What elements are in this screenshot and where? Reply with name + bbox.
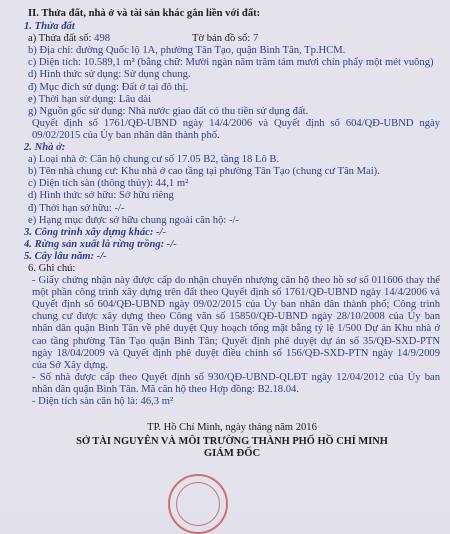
land-heading: 1. Thửa đất [24,21,75,33]
other-construction: 3. Công trình xây dựng khác: -/- [24,226,167,238]
note-3: - Diện tích sàn căn hộ là: 46,3 m² [32,396,174,407]
land-address: b) Địa chỉ: đường Quốc lộ 1A, phường Tân Tạo, quận Bình Tân, Tp.HCM. [28,45,346,57]
land-origin-decision: Quyết định số 1761/QĐ-UBND ngày 14/4/2006 và Quyết định số 604/QĐ-UBND ngày 09/02/2015 của Ủy ban nhân dân thành phố. [32,117,440,141]
land-usage-term: e) Thời hạn sử dụng: Lâu dài [28,93,151,105]
ownership-term: đ) Thời hạn sở hữu: -/- [28,202,125,214]
issuing-authority: SỞ TÀI NGUYÊN VÀ MÔI TRƯỜNG THÀNH PHỐ HỒ CHÍ MINH [76,436,388,448]
section-title: II. Thửa đất, nhà ở và tài sản khác gắn liền với đất: [28,8,261,19]
date-line: TP. Hồ Chí Minh, ngày tháng năm 2016 [147,422,317,434]
note-1: - Giấy chứng nhận này được cấp do nhận chuyển nhượng căn hộ theo hồ sơ số 011606 thay thế một phần công trình xây dựng trên đất theo Quyết định số 1761/QĐ-UBND ngày 14/4/2006 và Quyết định số 604/QĐ-UBND ngày 09/02/2015 của Ủy ban nhân dân thành phố; Công trình chung cư được xây dựng theo Công văn số 15850/QĐ-UBND ngày 28/10/2008 của Ủy ban nhân dân quận Bình Tân về phê duyệt Quy hoạch tổng mặt bằng tỷ lệ 1/500 Dự án Khu nhà ở cao tầng phường Tân Tạo quận Bình Tân; Quyết định phê duyệt dự án số 35/QĐ-SXD-PTN ngày 18/04/2009 và Quyết định phê duyệt điều chỉnh số 156/QĐ-SXD-PTN ngày 14/9/2009 của Sở Xây dựng. [32,275,440,371]
house-heading: 2. Nhà ở: [24,142,66,154]
production-forest: 4. Rừng sản xuất là rừng trồng: -/- [24,238,177,250]
building-name: b) Tên nhà chung cư: Khu nhà ở cao tầng tại phường Tân Tạo (chung cư Tân Mai). [28,166,380,178]
land-area: c) Diện tích: 10.589,1 m² (bằng chữ: Mười ngàn năm trăm tám mươi chín phẩy một mét vuông) [28,57,434,69]
ownership-form: d) Hình thức sở hữu: Sở hữu riêng [28,190,174,202]
note-2: - Số nhà được cấp theo Quyết định số 930/QĐ-UBND-QLĐT ngày 12/04/2012 của Ủy ban nhân dân quận Bình Tân. Mã căn hộ theo Hợp đồng: B2.18.04. [32,371,440,395]
floor-area: c) Diện tích sàn (thông thủy): 44,1 m² [28,178,189,190]
parcel-number: 498 [94,33,111,45]
land-usage-purpose: đ) Mục đích sử dụng: Đất ở tại đô thị. [28,81,189,93]
official-seal [168,474,228,534]
notes-heading: 6. Ghi chú: [28,262,76,274]
land-parcel-row: a) Thửa đất số: 498 Tờ bản đồ số: 7 [28,33,259,45]
perennial-trees: 5. Cây lâu năm: -/- [24,250,107,262]
shared-items: e) Hạng mục được sở hữu chung ngoài căn hộ: -/- [28,214,239,226]
land-usage-form: d) Hình thức sử dụng: Sử dụng chung. [28,69,191,81]
land-origin: g) Nguồn gốc sử dụng: Nhà nước giao đất có thu tiền sử dụng đất. [28,105,309,117]
house-type: a) Loại nhà ở: Căn hộ chung cư số 17.05 B2, tầng 18 Lô B. [28,154,280,166]
map-sheet-number: 7 [252,33,259,45]
director-title: GIÁM ĐỐC [203,448,261,460]
